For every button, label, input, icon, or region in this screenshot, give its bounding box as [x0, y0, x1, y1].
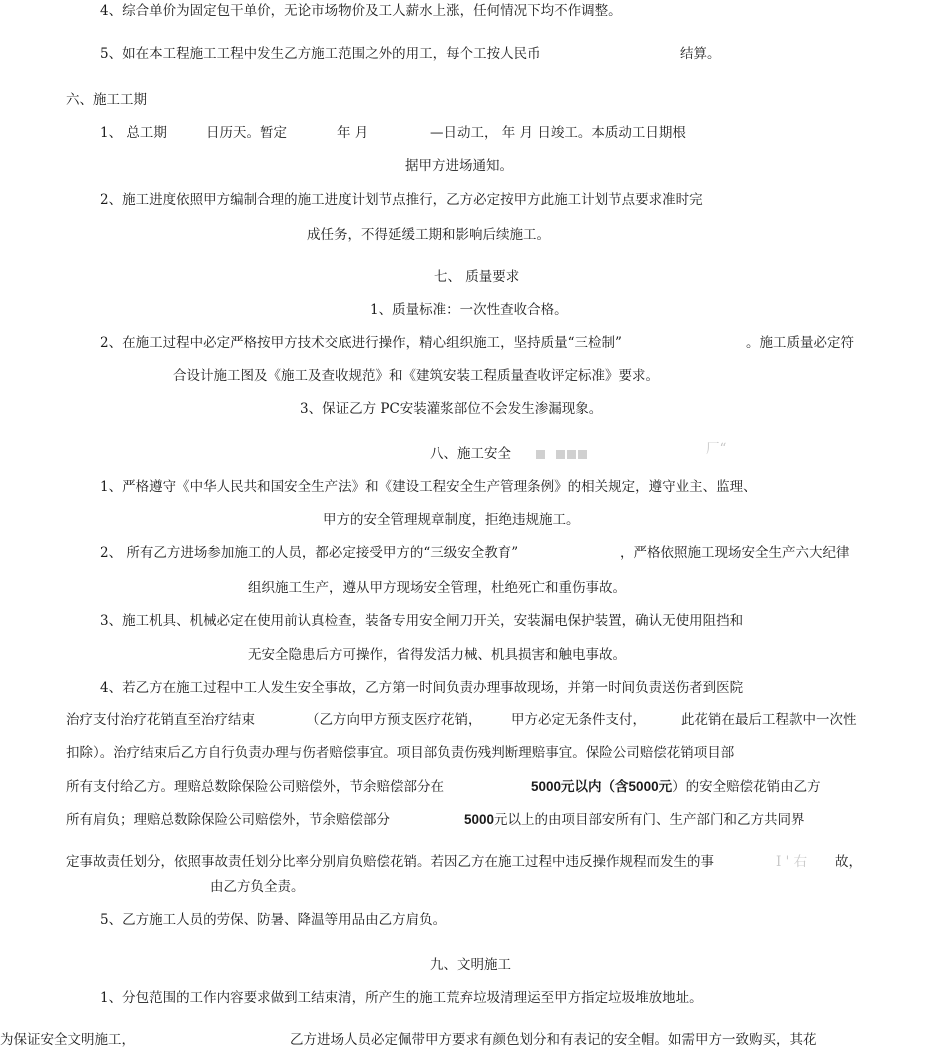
text-line: 据甲方进场通知。	[405, 158, 513, 174]
text-line: 所有支付给乙方。理赔总数除保险公司赔偿外，节余赔偿部分在	[66, 779, 444, 795]
text-line: 定事故责任划分，依照事故责任划分比率分别肩负赔偿花销。若因乙方在施工过程中违反操作规程而发生的事	[66, 854, 714, 870]
text-line: 组织施工生产，遵从甲方现场安全管理，杜绝死亡和重伤事故。	[248, 580, 626, 596]
text-line: 合设计施工图及《施工及查收规范》和《建筑安装工程质量查收评定标准》要求。	[173, 368, 659, 384]
text-line: 。施工质量必定符	[746, 335, 854, 351]
text-line: ）的安全赔偿花销由乙方	[672, 779, 821, 795]
text-line: 结算。	[680, 46, 721, 62]
text-line: 甲方的安全管理规章制度，拒绝违规施工。	[323, 512, 580, 528]
text-line: 3、施工机具、机械必定在使用前认真检查，装备专用安全闸刀开关，安装漏电保护装置，确认无使用阻挡和	[100, 613, 744, 629]
text-line: （乙方向甲方预支医疗花销，	[306, 712, 482, 728]
amount-text: 5000	[464, 812, 495, 827]
text-line: 年 月	[337, 125, 369, 141]
text-line: 所有肩负；理赔总数除保险公司赔偿外，节余赔偿部分	[66, 812, 390, 828]
text-line: 4、若乙方在施工过程中工人发生安全事故，乙方第一时间负责办理事故现场，并第一时间负责送伤者到医院	[100, 680, 744, 696]
scan-artifact	[536, 445, 589, 463]
section-heading: 六、施工工期	[66, 92, 147, 108]
text-line: 治疗支付治疗花销直至治疗结束	[66, 712, 255, 728]
text-line: 由乙方负全责。	[210, 879, 305, 895]
text-line: 乙方进场人员必定佩带甲方要求有颜色划分和有表记的安全帽。如需甲方一致购买，其花	[290, 1032, 817, 1048]
text-line: 甲方必定无条件支付，	[511, 712, 646, 728]
text-line: 日历天。暂定	[206, 125, 287, 141]
section-heading: 七、 质量要求	[434, 269, 520, 285]
text-line: 故，	[835, 854, 862, 870]
scan-artifact: 厂“	[706, 441, 727, 457]
amount-text: 5000元	[628, 779, 673, 794]
text-line: 5、乙方施工人员的劳保、防暑、降温等用品由乙方肩负。	[100, 912, 447, 928]
text-line: 为保证安全文明施工，	[0, 1032, 135, 1048]
amount-text: 5000元以内（含	[531, 779, 629, 794]
text-line: ，严格依照施工现场安全生产六大纪律	[620, 545, 850, 561]
text-line: 1、质量标准：一次性查收合格。	[370, 302, 568, 318]
text-line: 无安全隐患后方可操作，省得发活力械、机具损害和触电事故。	[248, 647, 626, 663]
text-line: 成任务，不得延缓工期和影响后续施工。	[307, 227, 550, 243]
scan-artifact: I ' 右	[776, 854, 808, 870]
text-line: 元以上的由项目部安所有门、生产部门和乙方共同界	[494, 812, 805, 828]
text-line: 3、保证乙方 PC安装灌浆部位不会发生渗漏现象。	[300, 401, 603, 417]
text-line	[531, 778, 821, 796]
text-line: 1、分包范围的工作内容要求做到工结束清，所产生的施工荒弃垃圾清理运至甲方指定垃圾堆放地址。	[100, 990, 703, 1006]
text-line: 扣除）。治疗结束后乙方自行负责办理与伤者赔偿事宜。项目部负责伤残判断理赔事宜。保险公司赔偿花销项目部	[66, 745, 735, 761]
section-heading: 八、施工安全	[430, 446, 511, 462]
text-line: 5、如在本工程施工工程中发生乙方施工范围之外的用工，每个工按人民币	[100, 46, 541, 62]
text-line: 2、 所有乙方进场参加施工的人员，都必定接受甲方的“三级安全教育”	[100, 545, 519, 561]
text-line: 1、严格遵守《中华人民共和国安全生产法》和《建设工程安全生产管理条例》的相关规定，遵守业主、监理、	[100, 479, 757, 495]
text-line: —日动工， 年 月 日竣工。本质动工日期根	[430, 125, 686, 141]
section-heading: 九、文明施工	[430, 957, 511, 973]
text-line: 4、综合单价为固定包干单价，无论市场物价及工人薪水上涨，任何情况下均不作调整。	[100, 3, 622, 19]
text-line: 1、 总工期	[100, 125, 167, 141]
text-line	[464, 811, 805, 829]
text-line: 此花销在最后工程款中一次性	[681, 712, 857, 728]
text-line: 2、在施工过程中必定严格按甲方技术交底进行操作，精心组织施工，坚持质量“三检制”	[100, 335, 622, 351]
text-line: 2、施工进度依照甲方编制合理的施工进度计划节点推行，乙方必定按甲方此施工计划节点要求准时完	[100, 192, 703, 208]
